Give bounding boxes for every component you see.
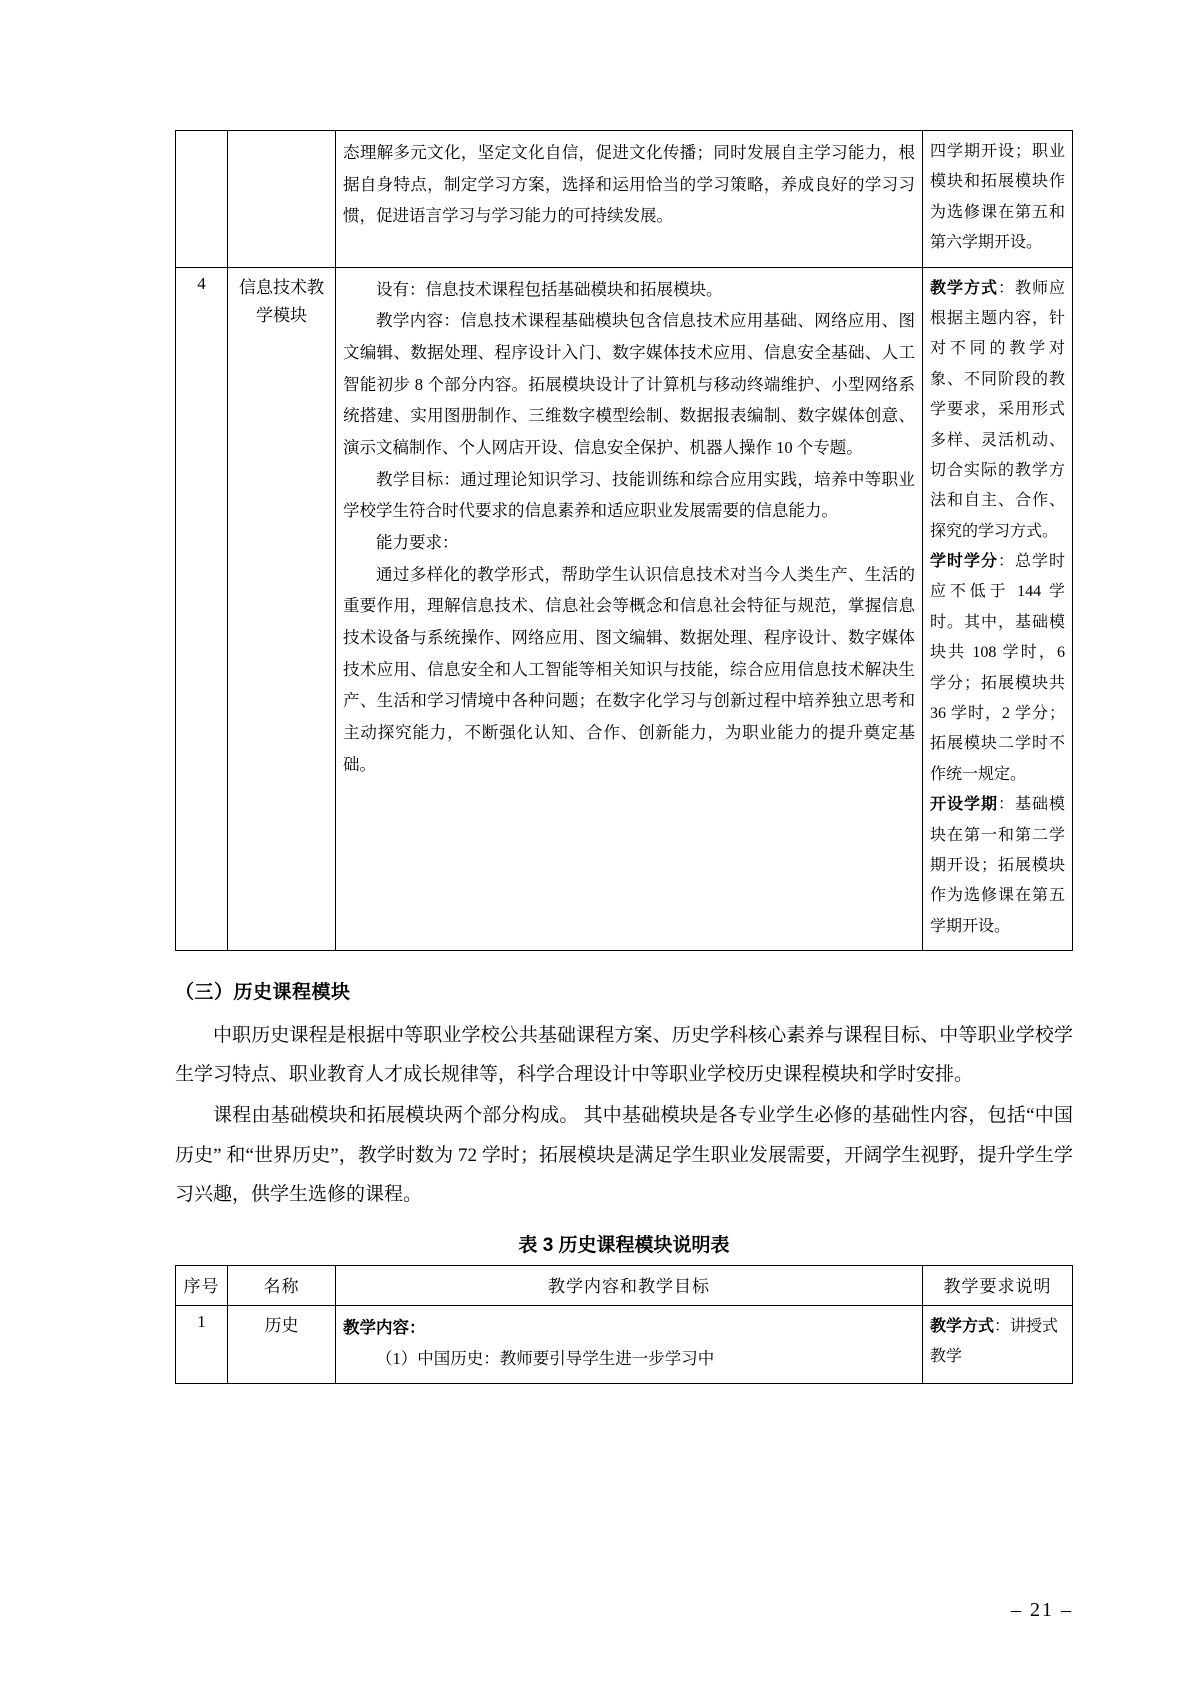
row-name-cell: [228, 131, 336, 268]
table-header-row: [176, 1265, 1073, 1305]
requirement-block: [930, 1312, 1065, 1342]
row-name: 信息技术教学模块: [239, 277, 324, 326]
requirement-body: ：总学时应不低于 144 学时。其中，基础模块共 108 学时，6 学分；拓展模块共 36 学时，2 学分；拓展模块二学时不作统一规定。: [930, 553, 1065, 783]
requirement-label: 教学方式: [930, 1317, 995, 1335]
row-content-cell: [336, 1305, 923, 1383]
course-module-table-continued: [175, 130, 1073, 951]
row-name-cell: [228, 1305, 336, 1383]
table-row: [176, 131, 1073, 268]
row-number: 1: [197, 1311, 206, 1331]
row-requirement-cell: [923, 131, 1073, 268]
header-cell-requirement: 教学要求说明: [923, 1265, 1073, 1305]
header-cell-content: 教学内容和教学目标: [336, 1265, 923, 1305]
row-requirement-cell: [923, 1305, 1073, 1383]
requirement-body: ：讲授式: [994, 1317, 1059, 1335]
table-row: [176, 267, 1073, 951]
row-requirement-cell: [923, 267, 1073, 951]
row-number-cell: [176, 267, 228, 951]
requirement-body: ：教师应根据主题内容，针对不同的教学对象、不同阶段的教学要求，采用形式多样、灵活机动、切合实际的教学方法和自主、合作、探究的学习方式。: [930, 279, 1065, 540]
content-paragraph-5: 通过多样化的教学形式，帮助学生认识信息技术对当今人类生产、生活的重要作用，理解信息技术、信息社会等概念和信息社会特征与规范，掌握信息技术设备与系统操作、网络应用、图文编辑、数据处理、程序设计、数字媒体技术应用、信息安全和人工智能等相关知识与技能，综合应用信息技术解决生产、生活和学习情境中各种问题；在数字化学习与创新过程中培养独立思考和主动探究能力，不断强化认知、合作、创新能力，为职业能力的提升奠定基础。: [343, 564, 915, 774]
row-name: 历史: [264, 1315, 299, 1335]
row-number-cell: [176, 1305, 228, 1383]
content-paragraph-4: 能力要求：: [376, 532, 459, 552]
header-cell-no: 序号: [176, 1265, 228, 1305]
content-paragraph: 态理解多元文化，坚定文化自信，促进文化传播；同时发展自主学习能力，根据自身特点，制定学习方案，选择和运用恰当的学习策略，养成良好的学习习惯，促进语言学习与学习能力的可持续发展。: [343, 143, 915, 226]
requirement-body: ：基础模块在第一和第二学期开设；拓展模块作为选修课在第五学期开设。: [930, 796, 1065, 935]
content-line: （1）中国历史：教师要引导学生进一步学习中: [376, 1349, 715, 1369]
row-name-cell: [228, 267, 336, 951]
requirement-block-term: [930, 790, 1065, 942]
table3-caption: 表 3 历史课程模块说明表: [518, 1234, 730, 1256]
section-paragraph-1: 中职历史课程是根据中等职业学校公共基础课程方案、历史学科核心素养与课程目标、中等职业学校学生学习特点、职业教育人才成长规律等，科学合理设计中等职业学校历史课程模块和学时安排。: [175, 1025, 1073, 1086]
requirement-label: 学时学分: [930, 553, 998, 571]
row-number: 4: [197, 273, 206, 293]
requirement-label: 教学方式: [930, 279, 998, 297]
content-paragraph-1: 设有：信息技术课程包括基础模块和拓展模块。: [376, 279, 723, 299]
requirement-label: 开设学期: [930, 796, 998, 814]
content-paragraph-3: 教学目标：通过理论知识学习、技能训练和综合应用实践，培养中等职业学校学生符合时代要求的信息素养和适应职业发展需要的信息能力。: [343, 469, 915, 521]
history-course-module-table: [175, 1265, 1073, 1384]
content-label: 教学内容：: [343, 1317, 426, 1337]
row-content-cell: [336, 131, 923, 268]
requirement-block-teaching-method: [930, 274, 1065, 548]
section-title: （三）历史课程模块: [175, 982, 351, 1004]
table-row: [176, 1305, 1073, 1383]
requirement-block-credit-hours: [930, 547, 1065, 790]
requirement-text: 四学期开设；职业模块和拓展模块作为选修课在第五和第六学期开设。: [930, 143, 1065, 252]
header-cell-name: 名称: [228, 1265, 336, 1305]
row-number-cell: [176, 131, 228, 268]
page-number: – 21 –: [1011, 1599, 1073, 1621]
content-paragraph-2: 教学内容：信息技术课程基础模块包含信息技术应用基础、网络应用、图文编辑、数据处理、程序设计入门、数字媒体技术应用、信息安全基础、人工智能初步 8 个部分内容。拓展模块设计了计算机与移动终端维护、小型网络系统搭建、实用图册制作、三维数字模型绘制、数据报表编制、数字媒体创意、演示文稿制作、个人网店开设、信息安全保护、机器人操作 10 个专题。: [343, 311, 915, 457]
requirement-line-2: 教学: [930, 1348, 963, 1366]
section-paragraph-2: 课程由基础模块和拓展模块两个部分构成。 其中基础模块是各专业学生必修的基础性内容，包括“中国历史” 和“世界历史”，教学时数为 72 学时；拓展模块是满足学生职业发展需要，开阔学生视野，提升学生学习兴趣，供学生选修的课程。: [175, 1105, 1073, 1205]
row-content-cell: [336, 267, 923, 951]
